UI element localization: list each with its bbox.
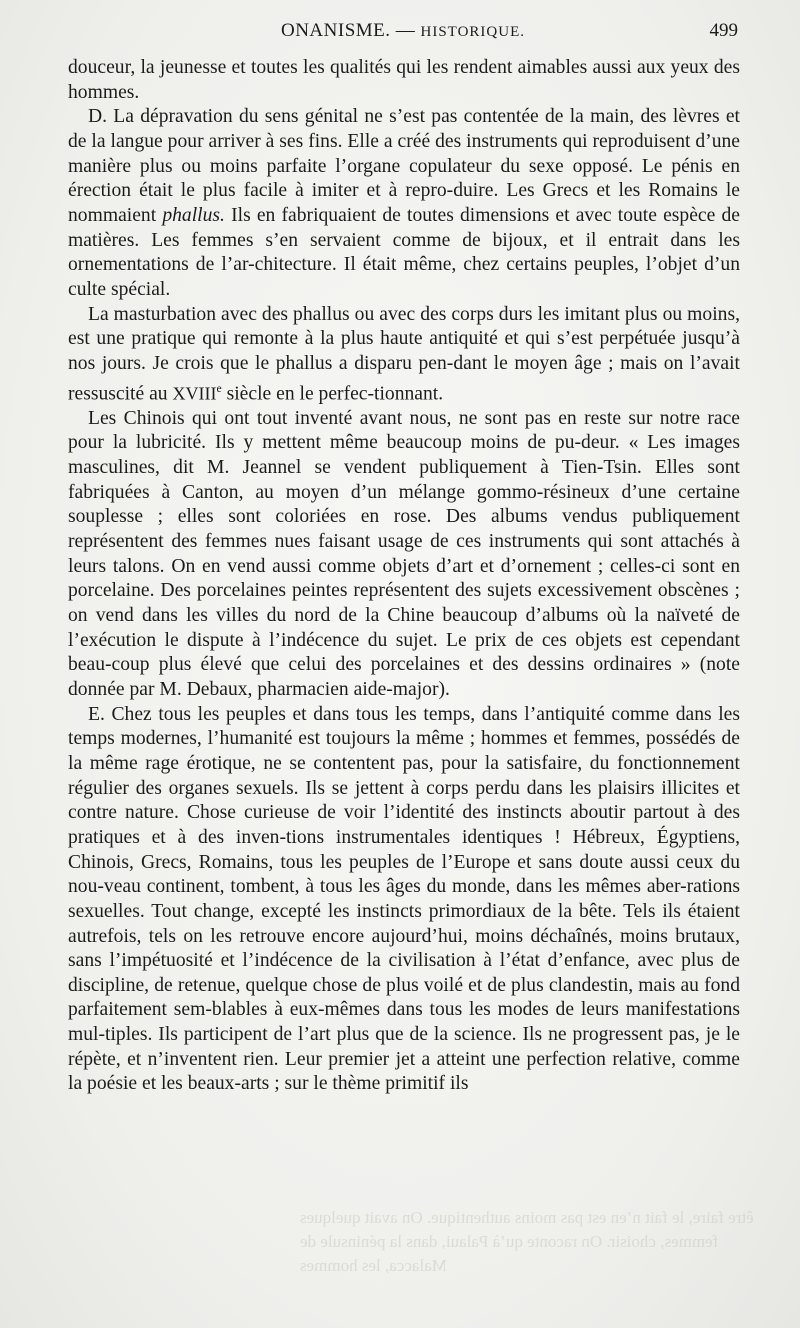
paragraph-masturbation-text-b: siècle en le perfec-tionnant. [221, 383, 444, 405]
running-title [68, 20, 738, 42]
paragraph-chinois: Les Chinois qui ont tout inventé avant nous, ne sont pas en reste sur notre race pour la lubricité. Ils y mettent même beaucoup moins de pu-deur. « Les images masculines, dit M. Jeannel se vendent publiquement à Tien-Tsin. Elles sont fabriquées à Canton, au moyen d’un mélange gommo-résineux d’une certaine souplesse ; elles sont coloriées en rose. Des albums vendus publiquement représentent des femmes nues faisant usage de ces instruments qui sont attachés à leurs talons. On en vend aussi comme objets d’art et d’ornement ; celles-ci sont en porcelaine. Des porcelaines peintes représentent des sujets excessivement obscènes ; on vend dans les villes du nord de la Chine beaucoup d’albums où la naïveté de l’exécution le dispute à l’indécence du sujet. Le prix de ces objets est cependant beau-coup plus élevé que celui des porcelaines et des dessins ordinaires » (note donnée par M. Debaux, pharmacien aide-major). [68, 407, 740, 700]
header-title: ONANISME. [280, 20, 391, 41]
century-superscript: e [216, 381, 222, 395]
century-numeral: XVIII [172, 383, 217, 404]
page-body [68, 56, 740, 1097]
paragraph-d-text-b: Ils en fabriquaient de toutes dimensions et avec toute espèce de matières. Les femmes s’en servaient comme de bijoux, et il entrait dans les ornementations de l’ar-chitecture. Il était même, chez certains peuples, l’objet d’un culte spécial. [68, 204, 740, 300]
paragraph-d-text-a: D. La dépravation du sens génital ne s’est pas contentée de la main, des lèvres et de la langue pour arriver à ses fins. Elle a créé des instruments qui reproduisent d’une manière plus ou moins parfaite l’organe copulateur du sexe opposé. Le pénis en érection était le plus facile à imiter et à repro-duire. Les Grecs et les Romains le nommaient [68, 106, 740, 226]
header-section: HISTORIQUE. [420, 24, 525, 40]
paragraph-masturbation-text-a: La masturbation avec des phallus ou avec des corps durs les imitant plus ou moins, est une pratique qui remonte à la plus haute antiquité et qui s’est perpétuée jusqu’à nos jours. Je crois que le phallus a disparu pen-dant le moyen âge ; mais on l’avait ressuscité au [68, 303, 740, 405]
page-number: 499 [709, 20, 738, 41]
paragraph-masturbation [68, 303, 740, 407]
header-dash: — [395, 20, 416, 41]
paragraph-e: E. Chez tous les peuples et dans tous les temps, dans l’antiquité comme dans les temps modernes, l’humanité est toujours la même ; hommes et femmes, possédés de la même rage érotique, ne se contentent pas, pour la satisfaire, du fonctionnement régulier des organes sexuels. Ils se jettent à corps perdu dans les plaisirs illicites et contre nature. Chose curieuse de voir l’identité des instincts aboutir partout à des pratiques et à des inven-tions instrumentales identiques ! Hébreux, Égyptiens, Chinois, Grecs, Romains, tous les peuples de l’Europe et sans doute aussi ceux du nou-veau continent, tombent, à tous les âges du monde, dans les mêmes aber-rations sexuelles. Tout change, excepté les instincts primordiaux de la bête. Tels ils étaient autrefois, tels on les retrouve encore aujourd’hui, moins déchaînés, moins brutaux, sans l’impétuosité et l’indécence de la civilisation à l’état d’enfance, avec plus de discipline, de retenue, quelque chose de plus voilé et de plus clandestin, mais au fond parfaitement sem-blables à eux-mêmes dans tous les modes de leurs manifestations mul-tiples. Ils participent de l’art plus que de la science. Ils ne progressent pas, je le répète, et n’inventent rien. Leur premier jet a atteint une perfection relative, comme la poésie et les beaux-arts ; sur le thème primitif ils [68, 703, 740, 1095]
bleed-through-text: être faire, le fait n’en est pas moins authentique. On avait quelques femmes, choisir. On raconte qu’à Palaui, dans la péninsule de Malacca, les hommes [300, 1208, 754, 1275]
paragraph-d [68, 105, 740, 302]
running-header [68, 20, 738, 50]
paragraph-continuation: douceur, la jeunesse et toutes les qualités qui les rendent aimables aussi aux yeux des hommes. [68, 57, 740, 103]
phallus-term: phallus. [162, 204, 225, 226]
